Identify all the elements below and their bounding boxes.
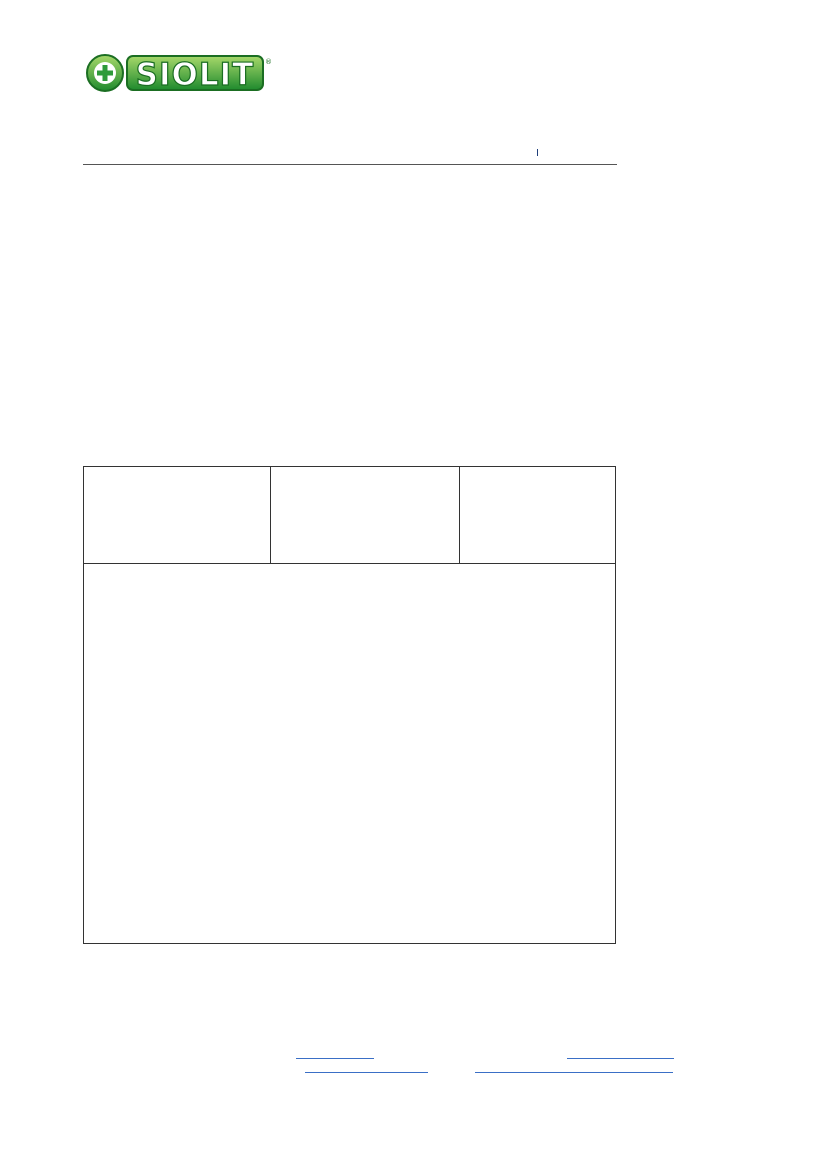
damage-categories-row bbox=[84, 467, 615, 564]
header-divider bbox=[83, 164, 617, 165]
footer-link-line bbox=[296, 1058, 374, 1059]
footer-link-line bbox=[567, 1058, 674, 1059]
agency-logo bbox=[537, 149, 540, 156]
footer-link-line bbox=[475, 1072, 673, 1073]
siolit-logo bbox=[83, 50, 273, 96]
footer-link-line bbox=[305, 1072, 428, 1073]
column-property-economy bbox=[270, 467, 460, 563]
svg-text:®: ® bbox=[265, 58, 272, 66]
column-environment bbox=[459, 467, 616, 563]
consequence-checklist bbox=[83, 466, 616, 944]
svg-text:SIOLIT: SIOLIT bbox=[135, 57, 255, 93]
column-life-health bbox=[84, 467, 270, 563]
agency-name-light bbox=[537, 149, 540, 156]
